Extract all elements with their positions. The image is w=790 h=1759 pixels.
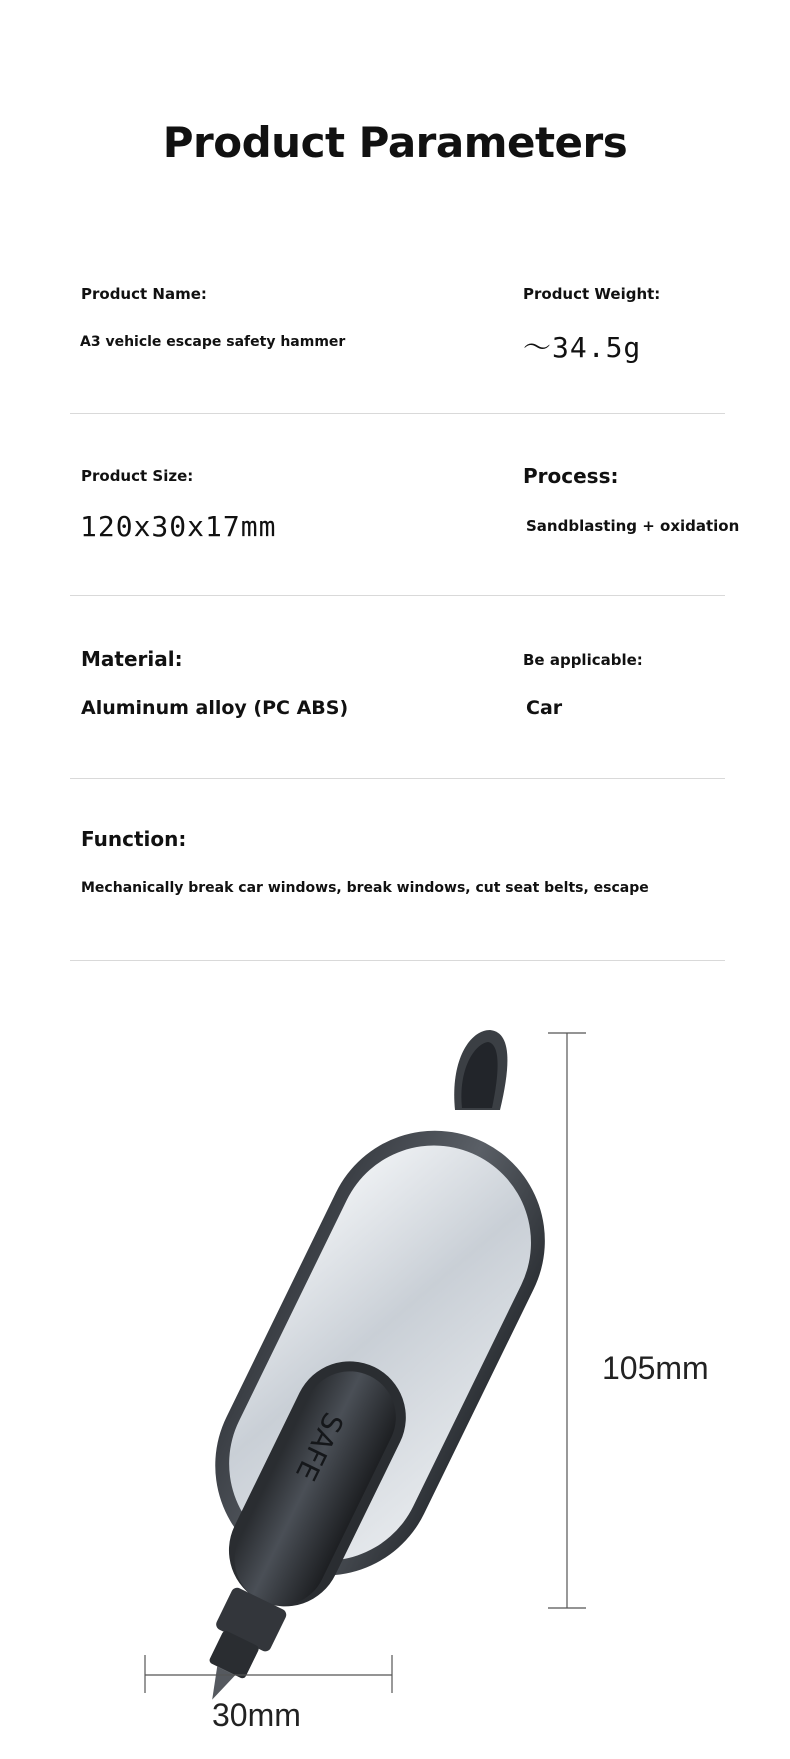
applicable-value: Car — [526, 697, 563, 719]
product-weight-value: ～34.5g — [523, 331, 642, 364]
product-name-value: A3 vehicle escape safety hammer — [80, 334, 346, 350]
page-title: Product Parameters — [162, 118, 628, 167]
material-label: Material: — [81, 647, 183, 671]
material-value: Aluminum alloy (PC ABS) — [81, 697, 349, 719]
process-label: Process: — [523, 464, 619, 488]
height-dimension — [548, 1033, 586, 1608]
height-label: 105mm — [602, 1350, 709, 1386]
function-label: Function: — [81, 827, 187, 851]
product-weight-label: Product Weight: — [523, 285, 661, 303]
product-size-label: Product Size: — [81, 467, 194, 485]
safe-engraving: SAFE — [288, 1407, 350, 1486]
divider — [70, 413, 725, 414]
process-value: Sandblasting + oxidation — [526, 517, 740, 535]
divider — [70, 960, 725, 961]
divider — [70, 595, 725, 596]
divider — [70, 778, 725, 779]
strap-loop — [454, 1030, 507, 1110]
product-size-value: 120x30x17mm — [80, 510, 277, 543]
applicable-label: Be applicable: — [523, 651, 643, 669]
function-value: Mechanically break car windows, break windows, cut seat belts, escape — [81, 880, 649, 896]
product-name-label: Product Name: — [81, 285, 207, 303]
width-dimension — [145, 1655, 392, 1693]
width-label: 30mm — [212, 1697, 301, 1733]
